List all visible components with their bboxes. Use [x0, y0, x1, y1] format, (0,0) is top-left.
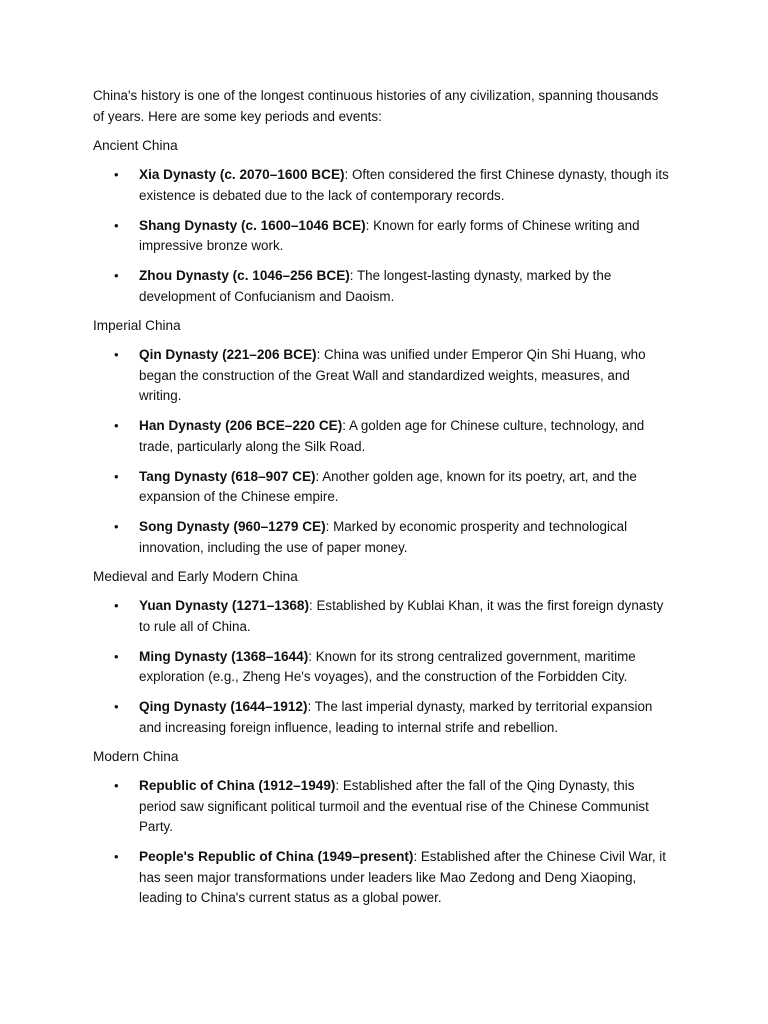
section-heading-modern-china: Modern China: [93, 749, 179, 764]
ancient-china-list: [93, 165, 673, 307]
bullet-icon: •: [114, 849, 119, 864]
modern-china-list: [93, 776, 673, 909]
list-item: [93, 266, 673, 307]
item-title: Shang Dynasty (c. 1600–1046 BCE): [139, 217, 366, 233]
item-title: Qing Dynasty (1644–1912): [139, 699, 308, 714]
list-item: [93, 416, 673, 457]
bullet-icon: •: [114, 598, 119, 613]
section-heading-imperial-china: Imperial China: [93, 318, 181, 333]
item-title: Zhou Dynasty (c. 1046–256 BCE): [139, 268, 350, 283]
item-text: : A golden age for Chinese culture, technology, and trade, particularly along the Silk Road.: [139, 418, 645, 454]
item-text: : China was unified under Emperor Qin Shi Huang, who began the construction of the Great Wall and standardized weights, measures, and writing.: [139, 347, 646, 403]
list-item: [93, 697, 673, 738]
item-text: : Established after the Chinese Civil War, it has seen major transformations under leaders like Mao Zedong and Deng Xiaoping, leading to China's current status as a global power.: [139, 849, 666, 905]
bullet-icon: •: [114, 268, 119, 283]
imperial-china-list: [93, 345, 673, 558]
item-text: : Marked by economic prosperity and technological innovation, including the use of paper money.: [139, 519, 628, 555]
item-text: : Established by Kublai Khan, it was the first foreign dynasty to rule all of China.: [139, 598, 664, 634]
bullet-icon: •: [114, 418, 119, 433]
list-item: [93, 216, 673, 257]
bullet-icon: •: [114, 699, 119, 714]
bullet-icon: •: [114, 519, 119, 534]
item-title: Han Dynasty (206 BCE–220 CE): [139, 418, 343, 433]
list-item: [93, 647, 673, 688]
item-text: : The last imperial dynasty, marked by territorial expansion and increasing foreign influence, leading to internal strife and rebellion.: [139, 699, 653, 735]
intro-paragraph: China's history is one of the longest continuous histories of any civilization, spanning thousands of years. Here are some key periods and events:: [93, 88, 659, 124]
item-title: Republic of China (1912–1949): [139, 778, 336, 793]
item-text: : Known for its strong centralized government, maritime exploration (e.g., Zheng He's voyages), and the construction of the Forbidden City.: [139, 648, 636, 684]
medieval-china-list: [93, 596, 673, 738]
list-item: [93, 596, 673, 637]
section-heading-ancient-china: Ancient China: [93, 138, 178, 153]
list-item: [93, 847, 673, 909]
bullet-icon: •: [114, 468, 119, 484]
item-title: Tang Dynasty (618–907 CE): [139, 468, 316, 484]
item-title: Ming Dynasty (1368–1644): [139, 648, 309, 664]
section-heading-medieval-early-modern-china: Medieval and Early Modern China: [93, 569, 298, 584]
list-item: [93, 165, 673, 206]
list-item: [93, 776, 673, 838]
bullet-icon: •: [114, 217, 119, 233]
list-item: [93, 345, 673, 407]
item-title: Xia Dynasty (c. 2070–1600 BCE): [139, 167, 345, 182]
item-text: : Known for early forms of Chinese writing and impressive bronze work.: [139, 217, 640, 253]
item-title: People's Republic of China (1949–present): [139, 849, 414, 864]
item-title: Qin Dynasty (221–206 BCE): [139, 347, 317, 362]
item-text: : Often considered the first Chinese dynasty, though its existence is debated due to the lack of contemporary records.: [139, 167, 669, 203]
bullet-icon: •: [114, 167, 119, 182]
item-title: Yuan Dynasty (1271–1368): [139, 598, 310, 613]
item-title: Song Dynasty (960–1279 CE): [139, 519, 326, 534]
bullet-icon: •: [114, 347, 119, 362]
item-text: : Established after the fall of the Qing Dynasty, this period saw significant political turmoil and the eventual rise of the Chinese Communist Party.: [139, 778, 649, 834]
document-page: [93, 86, 673, 918]
bullet-icon: •: [114, 778, 119, 793]
item-text: : Another golden age, known for its poetry, art, and the expansion of the Chinese empire.: [139, 468, 637, 504]
list-item: [93, 517, 673, 558]
bullet-icon: •: [114, 648, 119, 664]
item-text: : The longest-lasting dynasty, marked by the development of Confucianism and Daoism.: [139, 268, 612, 304]
list-item: [93, 467, 673, 508]
